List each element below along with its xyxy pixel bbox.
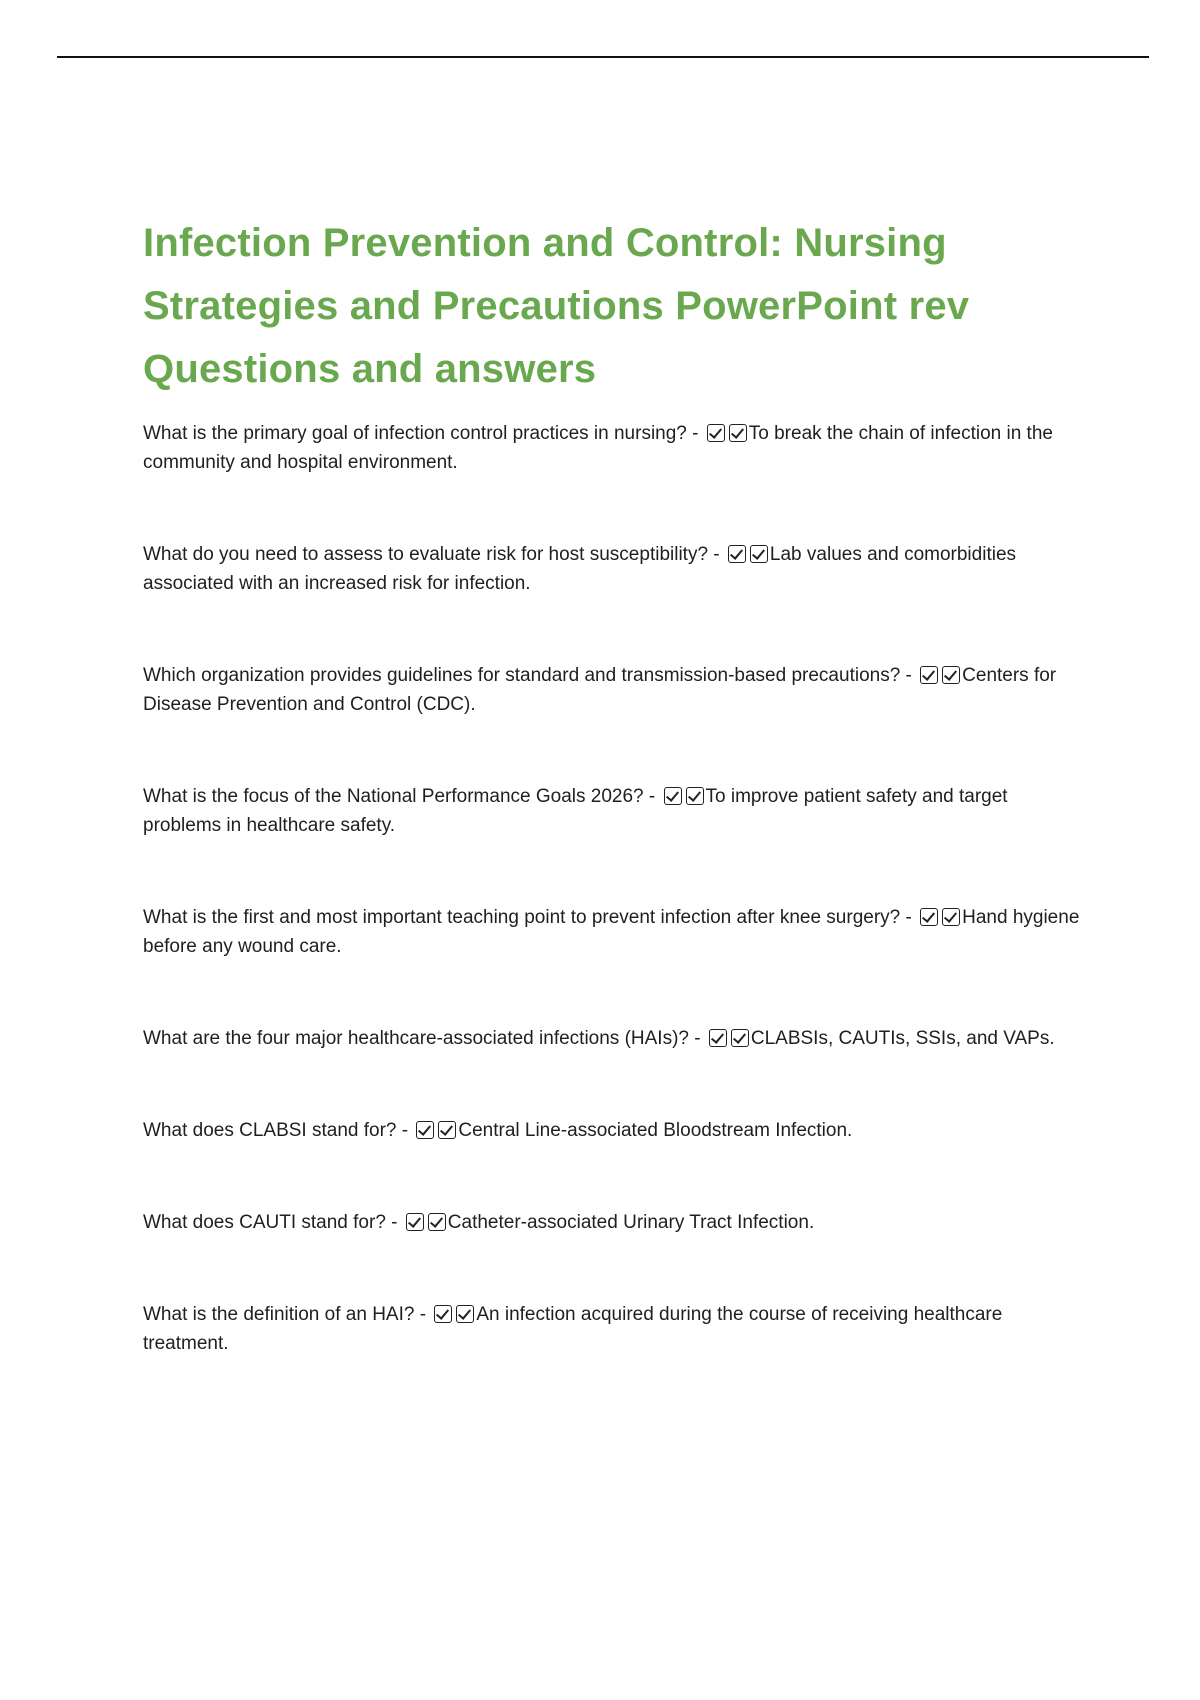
question-text: What does CAUTI stand for? bbox=[143, 1212, 386, 1233]
qa-list bbox=[143, 419, 1083, 1358]
separator: - bbox=[385, 1212, 403, 1233]
question-text: Which organization provides guidelines for standard and transmission-based precautions? bbox=[143, 665, 901, 686]
answer-text: To improve patient safety and target problems in healthcare safety. bbox=[143, 786, 1008, 836]
separator: - bbox=[708, 544, 725, 565]
separator: - bbox=[643, 786, 661, 807]
checkbox-checked-icon bbox=[709, 1029, 727, 1047]
checkbox-checked-icon bbox=[434, 1305, 452, 1323]
checkbox-checked-icon bbox=[428, 1213, 446, 1231]
answer-text: To break the chain of infection in the community and hospital environment. bbox=[143, 423, 1053, 473]
checkbox-checked-icon bbox=[664, 787, 682, 805]
document-title: Infection Prevention and Control: Nursing Strategies and Precautions PowerPoint rev Questions and answers bbox=[143, 221, 970, 391]
qa-item bbox=[143, 782, 1083, 840]
checkbox-checked-icon bbox=[942, 908, 960, 926]
document-body bbox=[143, 212, 1083, 1421]
checkbox-checked-icon bbox=[438, 1121, 456, 1139]
question-text: What are the four major healthcare-associated infections (HAIs)? bbox=[143, 1028, 689, 1049]
qa-item bbox=[143, 1024, 1083, 1053]
answer-text: Hand hygiene before any wound care. bbox=[143, 907, 1080, 957]
answer-text: Catheter-associated Urinary Tract Infection. bbox=[447, 1212, 815, 1233]
separator: - bbox=[900, 907, 918, 928]
qa-item bbox=[143, 1208, 1083, 1237]
qa-item bbox=[143, 1116, 1083, 1145]
top-rule bbox=[57, 56, 1149, 58]
answer-text: Lab values and comorbidities associated with an increased risk for infection. bbox=[143, 544, 1017, 594]
qa-item bbox=[143, 661, 1083, 719]
question-text: What does CLABSI stand for? bbox=[143, 1120, 397, 1141]
question-text: What is the focus of the National Performance Goals 2026? bbox=[143, 786, 644, 807]
question-text: What is the primary goal of infection control practices in nursing? bbox=[143, 423, 687, 444]
answer-text: Central Line-associated Bloodstream Infection. bbox=[458, 1120, 853, 1141]
separator: - bbox=[414, 1304, 432, 1325]
checkbox-checked-icon bbox=[707, 424, 725, 442]
checkbox-checked-icon bbox=[920, 666, 938, 684]
qa-item bbox=[143, 903, 1083, 961]
separator: - bbox=[688, 1028, 706, 1049]
checkbox-checked-icon bbox=[729, 424, 747, 442]
separator: - bbox=[900, 665, 918, 686]
answer-text: An infection acquired during the course of receiving healthcare treatment. bbox=[143, 1304, 1003, 1354]
separator: - bbox=[396, 1120, 414, 1141]
checkbox-checked-icon bbox=[406, 1213, 424, 1231]
qa-item bbox=[143, 419, 1083, 477]
checkbox-checked-icon bbox=[750, 545, 768, 563]
answer-text: CLABSIs, CAUTIs, SSIs, and VAPs. bbox=[750, 1028, 1055, 1049]
checkbox-checked-icon bbox=[456, 1305, 474, 1323]
qa-item bbox=[143, 540, 1083, 598]
checkbox-checked-icon bbox=[731, 1029, 749, 1047]
checkbox-checked-icon bbox=[686, 787, 704, 805]
answer-text: Centers for Disease Prevention and Control (CDC). bbox=[143, 665, 1057, 715]
checkbox-checked-icon bbox=[942, 666, 960, 684]
checkbox-checked-icon bbox=[416, 1121, 434, 1139]
checkbox-checked-icon bbox=[920, 908, 938, 926]
separator: - bbox=[686, 423, 704, 444]
checkbox-checked-icon bbox=[728, 545, 746, 563]
qa-item bbox=[143, 1300, 1083, 1358]
question-text: What is the definition of an HAI? bbox=[143, 1304, 415, 1325]
question-text: What is the first and most important teaching point to prevent infection after knee surgery? bbox=[143, 907, 901, 928]
question-text: What do you need to assess to evaluate risk for host susceptibility? bbox=[143, 544, 709, 565]
